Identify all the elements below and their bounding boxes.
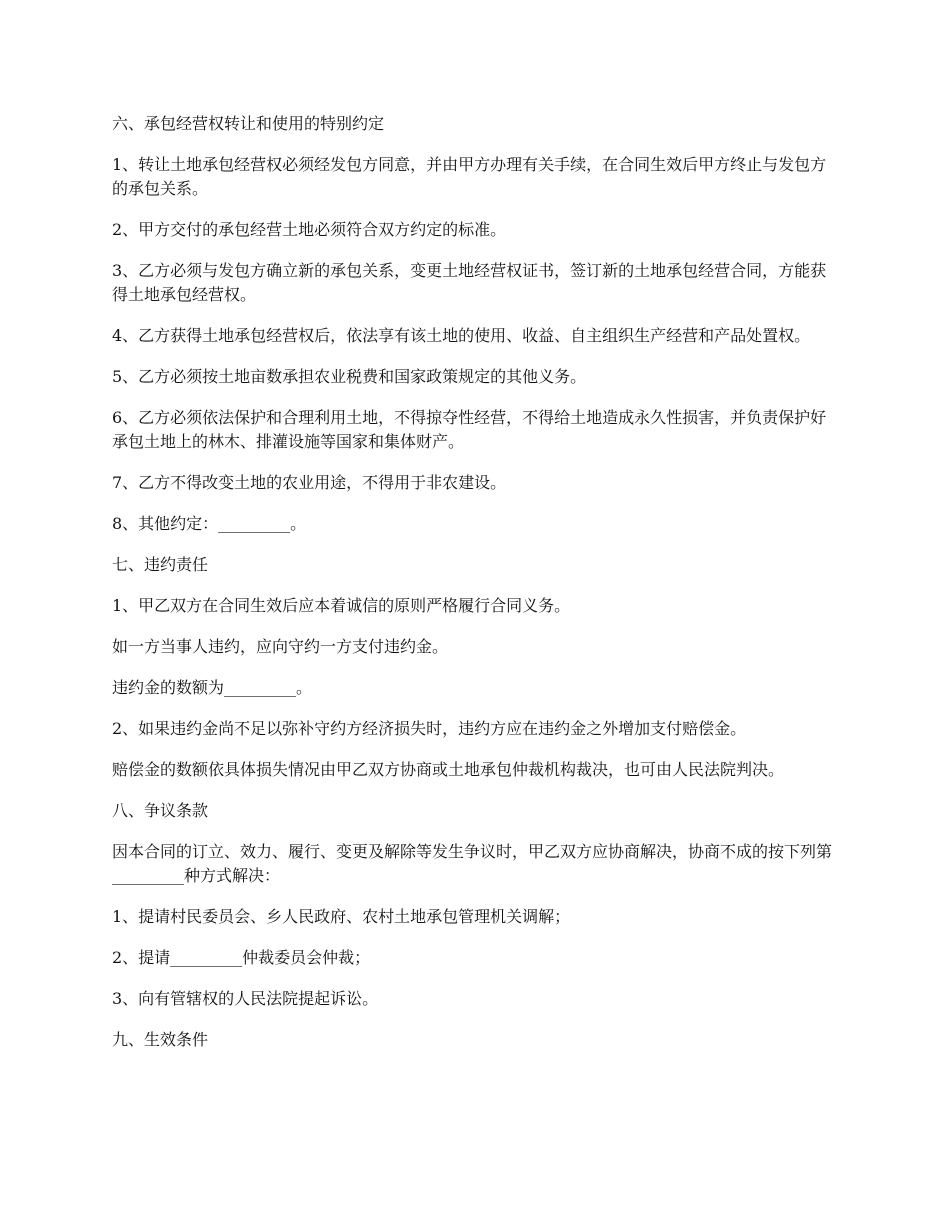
clause-paragraph: 2、如果违约金尚不足以弥补守约方经济损失时，违约方应在违约金之外增加支付赔偿金。: [112, 719, 747, 738]
clause-paragraph: 赔偿金的数额依具体损失情况由甲乙双方协商或土地承包仲裁机构裁决，也可由人民法院判决。: [112, 760, 785, 779]
section-heading-effectiveness: 九、生效条件: [112, 1030, 209, 1049]
clause-paragraph: 违约金的数额为_________。: [112, 678, 313, 697]
clause-paragraph: 因本合同的订立、效力、履行、变更及解除等发生争议时，甲乙双方应协商解决，协商不成的按下列第_________种方式解决：: [112, 842, 833, 885]
clause-paragraph: 5、乙方必须按土地亩数承担农业税费和国家政策规定的其他义务。: [112, 367, 587, 386]
clause-paragraph: 6、乙方必须依法保护和合理利用土地，不得掠夺性经营，不得给土地造成永久性损害，并负责保护好承包土地上的林木、排灌设施等国家和集体财产。: [112, 408, 827, 451]
document-body: [112, 112, 842, 1069]
clause-paragraph: 7、乙方不得改变土地的农业用途，不得用于非农建设。: [112, 473, 507, 492]
clause-paragraph: 1、转让土地承包经营权必须经发包方同意，并由甲方办理有关手续，在合同生效后甲方终止与发包方的承包关系。: [112, 155, 827, 198]
clause-paragraph: 2、甲方交付的承包经营土地必须符合双方约定的标准。: [112, 220, 507, 239]
section-heading-dispute: 八、争议条款: [112, 801, 209, 820]
section-heading-liability: 七、违约责任: [112, 555, 209, 574]
clause-paragraph: 4、乙方获得土地承包经营权后，依法享有该土地的使用、收益、自主组织生产经营和产品处置权。: [112, 326, 811, 345]
clause-paragraph: 如一方当事人违约，应向守约一方支付违约金。: [112, 637, 449, 656]
section-heading-transfer: 六、承包经营权转让和使用的特别约定: [112, 114, 385, 133]
clause-paragraph: 3、向有管辖权的人民法院提起诉讼。: [112, 989, 379, 1008]
clause-paragraph: 8、其他约定：_________。: [112, 514, 307, 533]
clause-paragraph: 3、乙方必须与发包方确立新的承包关系，变更土地经营权证书，签订新的土地承包经营合同，方能获得土地承包经营权。: [112, 261, 827, 304]
clause-paragraph: 1、提请村民委员会、乡人民政府、农村土地承包管理机关调解；: [112, 907, 571, 926]
clause-paragraph: 1、甲乙双方在合同生效后应本着诚信的原则严格履行合同义务。: [112, 596, 571, 615]
clause-paragraph: 2、提请_________仲裁委员会仲裁；: [112, 948, 371, 967]
